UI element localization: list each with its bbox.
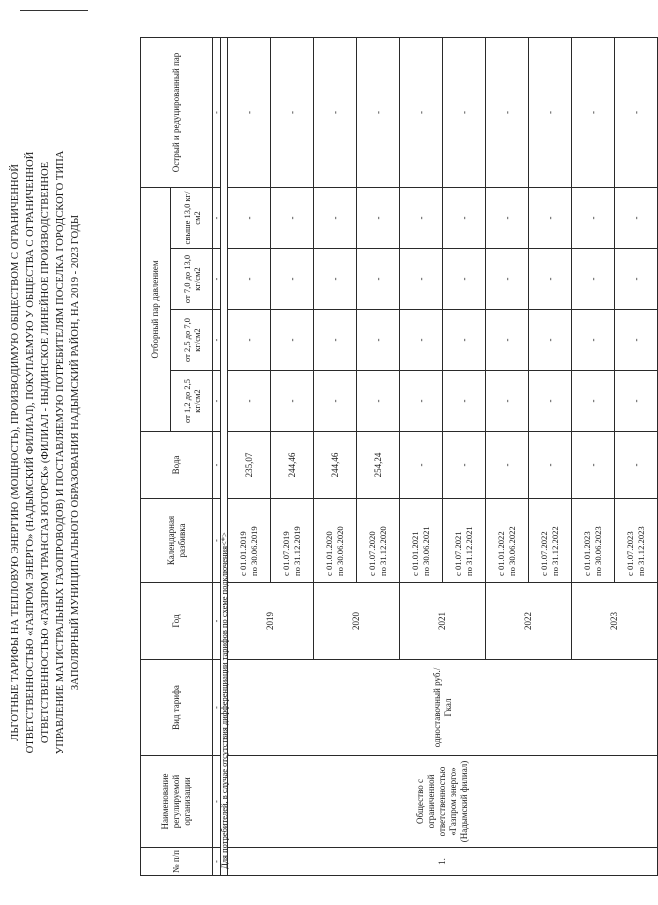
- header-org: Наименование регулируемой организации: [141, 756, 213, 848]
- steam-tariff: -: [443, 37, 486, 187]
- period-to: по 31.12.2020: [378, 526, 388, 576]
- steam-tariff: -: [529, 187, 572, 248]
- title-line: ОТВЕТСТВЕННОСТЬЮ «ГАЗПРОМ ТРАНСГАЗ ЮГОРСК» (ФИЛИАЛ - НЫДИНСКОЕ ЛИНЕЙНОЕ ПРОИЗВОДСТВЕННОЕ: [40, 161, 51, 744]
- period-to: по 31.12.2021: [464, 526, 474, 576]
- water-tariff: -: [572, 432, 615, 499]
- table-cell: -: [213, 499, 221, 583]
- table-row: [228, 37, 271, 875]
- steam-tariff: -: [615, 187, 658, 248]
- row-number: 1.: [228, 848, 658, 876]
- period-to: по 30.06.2023: [593, 526, 603, 576]
- header-steam-4: свыше 13,0 кг/см2: [171, 187, 213, 248]
- table-cell: -: [213, 371, 221, 432]
- steam-tariff: -: [400, 187, 443, 248]
- steam-tariff: -: [486, 37, 529, 187]
- period-to: по 30.06.2019: [249, 526, 259, 576]
- steam-tariff: -: [271, 371, 314, 432]
- header-steam-2: от 2,5 до 7,0 кг/см2: [171, 310, 213, 371]
- period-to: по 30.06.2022: [507, 526, 517, 576]
- header-tariff-type: Вид тарифа: [141, 660, 213, 756]
- header-row: [141, 37, 171, 875]
- table-body: [213, 37, 658, 875]
- steam-tariff: -: [443, 371, 486, 432]
- title-line: ЛЬГОТНЫЕ ТАРИФЫ НА ТЕПЛОВУЮ ЭНЕРГИЮ (МОЩНОСТЬ), ПРОИЗВОДИМУЮ ОБЩЕСТВОМ С ОГРАНИЧЕННОЙ: [10, 164, 21, 741]
- document-title: [8, 55, 83, 850]
- tariff-table: [140, 37, 658, 876]
- table-cell: -: [213, 583, 221, 660]
- steam-tariff: -: [443, 187, 486, 248]
- steam-tariff: -: [572, 37, 615, 187]
- table-cell: -: [213, 249, 221, 310]
- water-tariff: -: [615, 432, 658, 499]
- year-cell: 2021: [400, 583, 486, 660]
- table-cell: -: [213, 432, 221, 499]
- steam-tariff: -: [572, 249, 615, 310]
- period-from: с 01.07.2022: [539, 531, 549, 576]
- steam-tariff: -: [572, 187, 615, 248]
- period-from: с 01.07.2021: [453, 531, 463, 576]
- header-sharp-steam: Острый и редуцированный пар: [141, 37, 213, 187]
- period-cell: [400, 499, 443, 583]
- period-to: по 31.12.2023: [636, 526, 646, 576]
- period-cell: [529, 499, 572, 583]
- steam-tariff: -: [228, 249, 271, 310]
- steam-tariff: -: [314, 249, 357, 310]
- steam-tariff: -: [357, 37, 400, 187]
- title-line: ОТВЕТСТВЕННОСТЬЮ «ГАЗПРОМ ЭНЕРГО» (НАДЫМСКИЙ ФИЛИАЛ), ПОКУПАЕМУЮ У ОБЩЕСТВА С ОГРАНИЧЕННОЙ: [25, 151, 36, 754]
- steam-tariff: -: [271, 310, 314, 371]
- year-cell: 2022: [486, 583, 572, 660]
- year-cell: 2020: [314, 583, 400, 660]
- water-tariff: -: [400, 432, 443, 499]
- steam-tariff: -: [271, 187, 314, 248]
- period-to: по 30.06.2021: [421, 526, 431, 576]
- title-line: ЗАПОЛЯРНЫЙ МУНИЦИПАЛЬНОГО ОБРАЗОВАНИЯ НАДЫМСКИЙ РАЙОН, НА 2019 - 2023 ГОДЫ: [70, 214, 81, 691]
- header-steam-3: от 7,0 до 13,0 кг/см2: [171, 249, 213, 310]
- period-cell: [314, 499, 357, 583]
- table-note: Для потребителей, в случае отсутствия дифференциации тарифов по схеме подключения<*>: [221, 37, 228, 875]
- steam-tariff: -: [400, 249, 443, 310]
- period-cell: [357, 499, 400, 583]
- org-name: Общество с ограниченной ответственностью «Газпром энерго» (Надымский филиал): [228, 756, 658, 848]
- period-from: с 01.07.2019: [281, 531, 291, 576]
- period-from: с 01.01.2020: [324, 531, 334, 576]
- steam-tariff: -: [486, 310, 529, 371]
- year-cell: 2019: [228, 583, 314, 660]
- steam-tariff: -: [357, 310, 400, 371]
- steam-tariff: -: [400, 371, 443, 432]
- steam-tariff: -: [357, 371, 400, 432]
- note-row: [221, 37, 228, 875]
- steam-tariff: -: [486, 187, 529, 248]
- period-from: с 01.01.2019: [238, 531, 248, 576]
- title-line: УПРАВЛЕНИЕ МАГИСТРАЛЬНЫХ ГАЗОПРОВОДОВ) И ПОСТАВЛЯЕМУЮ ПОТРЕБИТЕЛЯМ ПОСЕЛКА ГОРОДСКОГО ТИПА: [55, 150, 66, 755]
- period-from: с 01.01.2022: [496, 531, 506, 576]
- tariff-type: одноставочный руб./Гкал: [228, 660, 658, 756]
- steam-tariff: -: [443, 310, 486, 371]
- steam-tariff: -: [314, 310, 357, 371]
- steam-tariff: -: [615, 249, 658, 310]
- steam-tariff: -: [529, 37, 572, 187]
- steam-tariff: -: [271, 249, 314, 310]
- steam-tariff: -: [314, 187, 357, 248]
- steam-tariff: -: [529, 310, 572, 371]
- steam-tariff: -: [357, 187, 400, 248]
- period-cell: [615, 499, 658, 583]
- period-cell: [228, 499, 271, 583]
- steam-tariff: -: [228, 37, 271, 187]
- period-to: по 31.12.2022: [550, 526, 560, 576]
- steam-tariff: -: [228, 310, 271, 371]
- period-from: с 01.07.2020: [367, 531, 377, 576]
- steam-tariff: -: [314, 371, 357, 432]
- header-num: № п/п: [141, 848, 213, 876]
- year-cell: 2023: [572, 583, 658, 660]
- water-tariff: 244,46: [314, 432, 357, 499]
- water-tariff: 244,46: [271, 432, 314, 499]
- steam-tariff: -: [615, 37, 658, 187]
- period-from: с 01.01.2023: [582, 531, 592, 576]
- steam-tariff: -: [529, 249, 572, 310]
- table-cell: -: [213, 187, 221, 248]
- water-tariff: 254,24: [357, 432, 400, 499]
- steam-tariff: -: [314, 37, 357, 187]
- header-year: Год: [141, 583, 213, 660]
- header-steam-group: Отборный пар давлением: [141, 187, 171, 431]
- table-cell: -: [213, 848, 221, 876]
- table-cell: -: [213, 37, 221, 187]
- period-cell: [486, 499, 529, 583]
- water-tariff: -: [529, 432, 572, 499]
- water-tariff: 235,07: [228, 432, 271, 499]
- period-cell: [443, 499, 486, 583]
- steam-tariff: -: [572, 310, 615, 371]
- period-from: с 01.01.2021: [410, 531, 420, 576]
- steam-tariff: -: [400, 37, 443, 187]
- water-tariff: -: [486, 432, 529, 499]
- steam-tariff: -: [615, 310, 658, 371]
- steam-tariff: -: [443, 249, 486, 310]
- header-steam-1: от 1,2 до 2,5 кг/см2: [171, 371, 213, 432]
- water-tariff: -: [443, 432, 486, 499]
- period-to: по 30.06.2020: [335, 526, 345, 576]
- table-cell: -: [213, 660, 221, 756]
- steam-tariff: -: [357, 249, 400, 310]
- steam-tariff: -: [271, 37, 314, 187]
- period-cell: [572, 499, 615, 583]
- steam-tariff: -: [486, 249, 529, 310]
- table-cell: -: [213, 756, 221, 848]
- header-water: Вода: [141, 432, 213, 499]
- steam-tariff: -: [228, 371, 271, 432]
- header-period: Календарная разбивка: [141, 499, 213, 583]
- steam-tariff: -: [486, 371, 529, 432]
- steam-tariff: -: [615, 371, 658, 432]
- steam-tariff: -: [400, 310, 443, 371]
- table-cell: -: [213, 310, 221, 371]
- period-to: по 31.12.2019: [292, 526, 302, 576]
- steam-tariff: -: [529, 371, 572, 432]
- steam-tariff: -: [228, 187, 271, 248]
- period-from: с 01.07.2023: [625, 531, 635, 576]
- steam-tariff: -: [572, 371, 615, 432]
- period-cell: [271, 499, 314, 583]
